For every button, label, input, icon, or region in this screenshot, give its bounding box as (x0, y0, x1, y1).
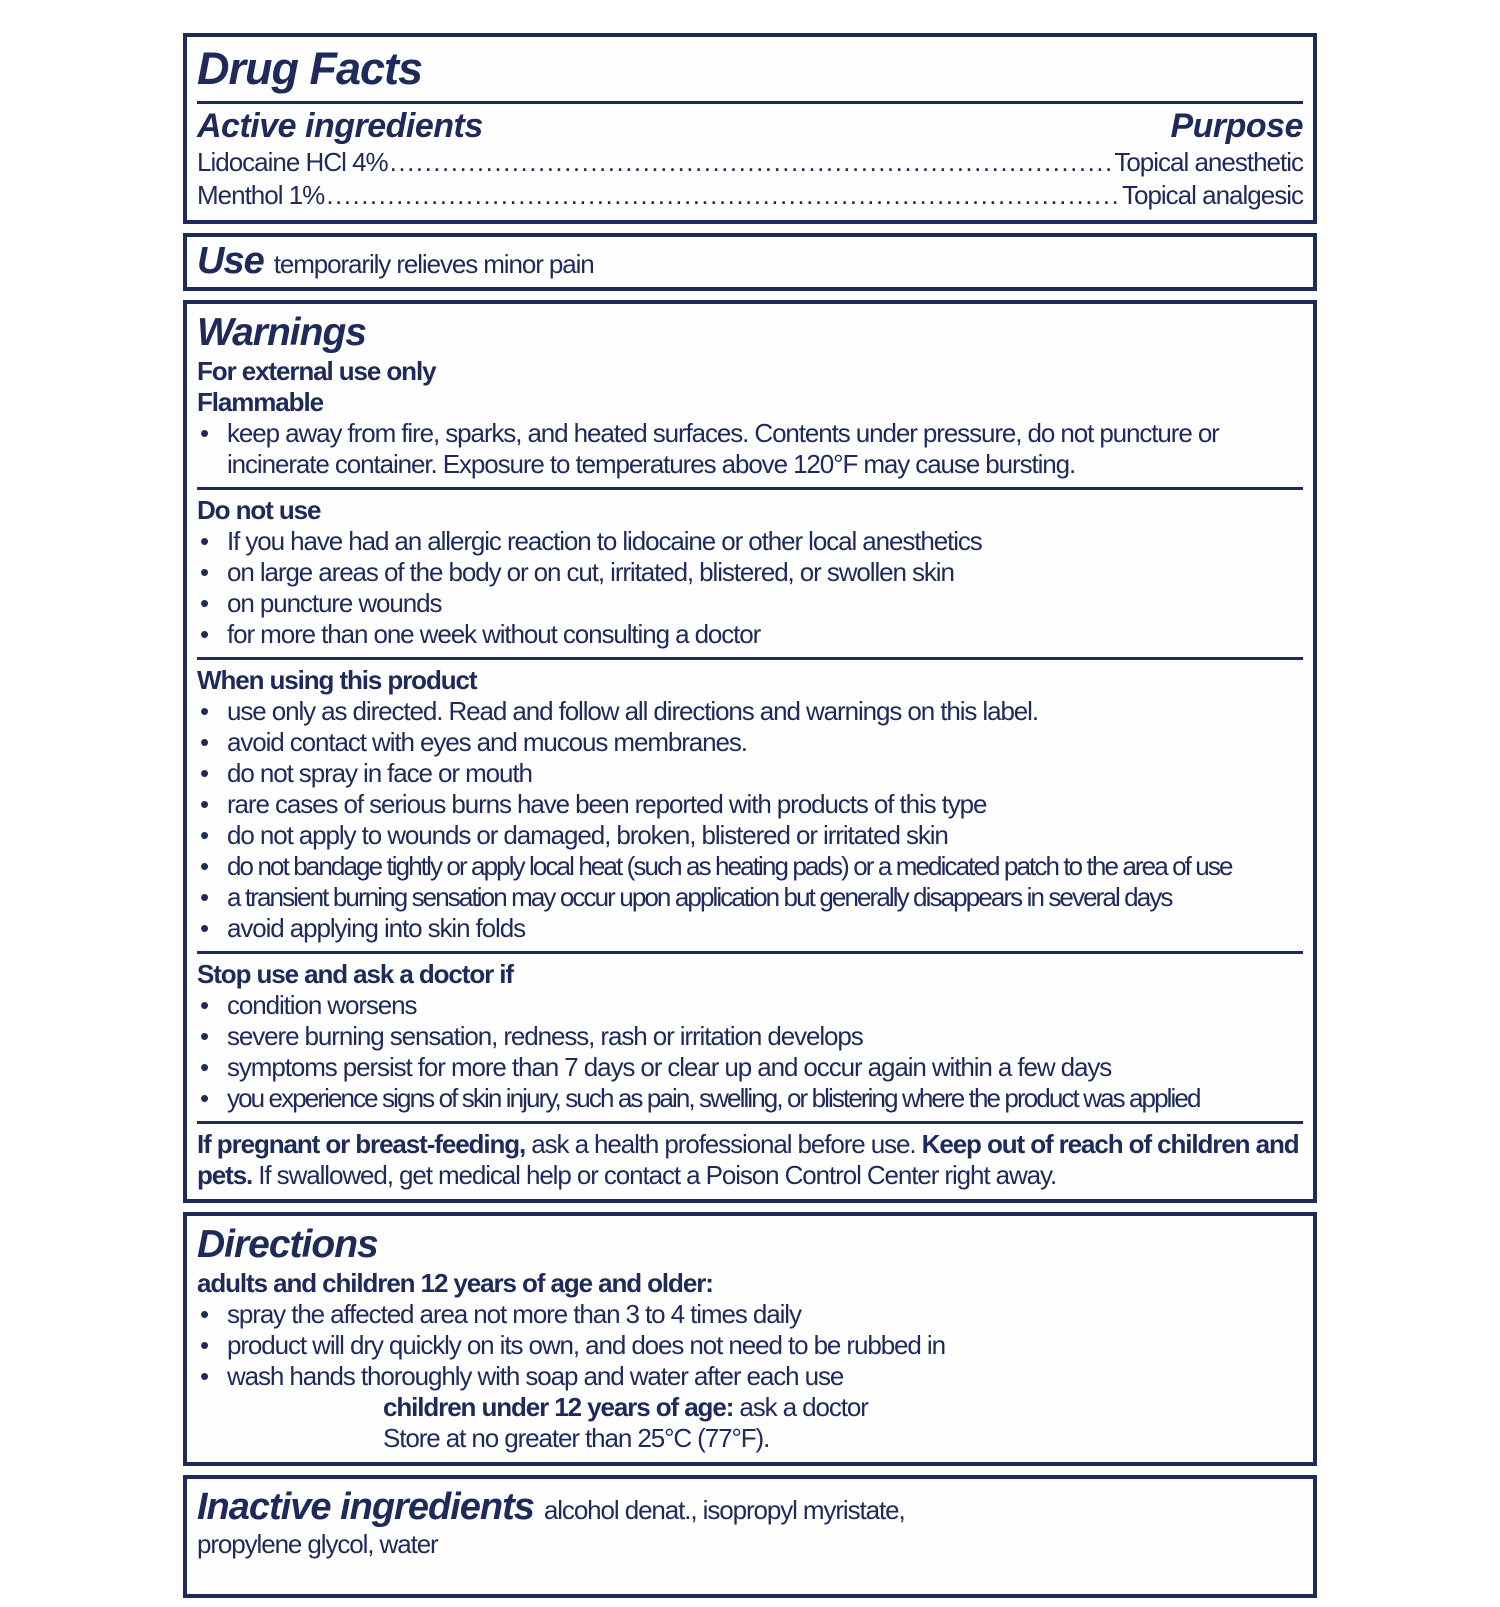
ingredient-name: Lidocaine HCl 4% (197, 147, 388, 177)
inactive-ingredients-text: propylene glycol, water (197, 1529, 438, 1559)
warnings-divider (197, 487, 1303, 490)
children-directions-text: ask a doctor (733, 1392, 868, 1422)
swallowed-warning-text: If swallowed, get medical help or contact a Poison Control Center right away. (252, 1160, 1057, 1190)
dot-leader (326, 179, 1120, 212)
bullet-item: • If you have had an allergic reaction to lidocaine or other local anesthetics (197, 526, 1303, 557)
inactive-ingredients-line (197, 1485, 1303, 1529)
ingredient-purpose: Topical anesthetic (1114, 147, 1303, 177)
inactive-ingredients-heading: Inactive ingredients (197, 1486, 534, 1528)
bullet-item: • severe burning sensation, redness, rash or irritation develops (197, 1021, 1303, 1052)
when-using-list (197, 696, 1303, 944)
warnings-divider (197, 657, 1303, 660)
inactive-ingredients-text: alcohol denat., isopropyl myristate, (543, 1495, 905, 1525)
use-text: temporarily relieves minor pain (273, 249, 594, 279)
adults-subhead: adults and children 12 years of age and older: (197, 1268, 713, 1298)
pregnancy-warning (197, 1129, 1303, 1191)
directions-box (183, 1212, 1317, 1466)
external-use-subhead: For external use only (197, 356, 436, 386)
active-ingredients-header-row (197, 106, 1303, 146)
bullet-item: • do not spray in face or mouth (197, 758, 1303, 789)
pregnancy-warning-text: ask a health professional before use. (525, 1129, 922, 1159)
do-not-use-subhead: Do not use (197, 495, 321, 525)
purpose-heading: Purpose (1170, 107, 1303, 145)
children-directions (383, 1392, 1303, 1423)
ingredient-purpose: Topical analgesic (1121, 180, 1303, 210)
bullet-item: • on large areas of the body or on cut, irritated, blistered, or swollen skin (197, 557, 1303, 588)
ingredient-name: Menthol 1% (197, 180, 325, 210)
ingredient-row (197, 179, 1303, 212)
bullet-item: • symptoms persist for more than 7 days or clear up and occur again within a few days (197, 1052, 1303, 1083)
bullet-item: • avoid contact with eyes and mucous membranes. (197, 727, 1303, 758)
stop-use-list (197, 990, 1303, 1114)
pregnancy-warning-bold: If pregnant or breast-feeding, (197, 1129, 526, 1159)
active-ingredients-box (183, 33, 1317, 224)
warnings-divider (197, 951, 1303, 954)
dot-leader (390, 146, 1113, 179)
ingredient-row (197, 146, 1303, 179)
bullet-item: • keep away from fire, sparks, and heated surfaces. Contents under pressure, do not puncture or incinerate container. Exposure to temperatures above 120°F may cause bursting. (197, 418, 1303, 480)
stop-use-subhead: Stop use and ask a doctor if (197, 959, 513, 989)
warnings-divider (197, 1121, 1303, 1124)
children-directions-bold: children under 12 years of age: (383, 1392, 734, 1422)
bullet-item: • on puncture wounds (197, 588, 1303, 619)
flammable-subhead: Flammable (197, 387, 323, 417)
bullet-item: • rare cases of serious burns have been reported with products of this type (197, 789, 1303, 820)
bullet-item: • do not apply to wounds or damaged, broken, blistered or irritated skin (197, 820, 1303, 851)
bullet-item: • condition worsens (197, 990, 1303, 1021)
drug-facts-label (183, 33, 1317, 1607)
when-using-subhead: When using this product (197, 665, 477, 695)
bullet-item: • for more than one week without consulting a doctor (197, 619, 1303, 650)
bullet-item: • you experience signs of skin injury, such as pain, swelling, or blistering where the product was applied (197, 1083, 1303, 1114)
keep-out-of-reach-bold: Keep out of reach of children and pets. (197, 1129, 1299, 1190)
bullet-item: • product will dry quickly on its own, and does not need to be rubbed in (197, 1330, 1303, 1361)
drug-facts-title: Drug Facts (197, 43, 423, 94)
inactive-ingredients-box (183, 1475, 1317, 1598)
bullet-item: • use only as directed. Read and follow all directions and warnings on this label. (197, 696, 1303, 727)
do-not-use-list (197, 526, 1303, 650)
active-ingredients-heading: Active ingredients (197, 107, 483, 145)
warnings-heading: Warnings (197, 311, 366, 354)
bullet-item: • a transient burning sensation may occur upon application but generally disappears in several days (197, 882, 1303, 913)
use-heading: Use (197, 240, 264, 282)
storage-instruction: Store at no greater than 25°C (77°F). (383, 1423, 770, 1453)
use-box (183, 233, 1317, 291)
bullet-item: • avoid applying into skin folds (197, 913, 1303, 944)
warnings-box (183, 300, 1317, 1203)
directions-heading: Directions (197, 1223, 378, 1266)
directions-list (197, 1299, 1303, 1392)
bullet-item: • do not bandage tightly or apply local heat (such as heating pads) or a medicated patch to the area of use (197, 851, 1303, 882)
bullet-item: • spray the affected area not more than 3 to 4 times daily (197, 1299, 1303, 1330)
flammable-list (197, 418, 1303, 480)
title-rule (197, 101, 1303, 104)
bullet-item: • wash hands thoroughly with soap and water after each use (197, 1361, 1303, 1392)
